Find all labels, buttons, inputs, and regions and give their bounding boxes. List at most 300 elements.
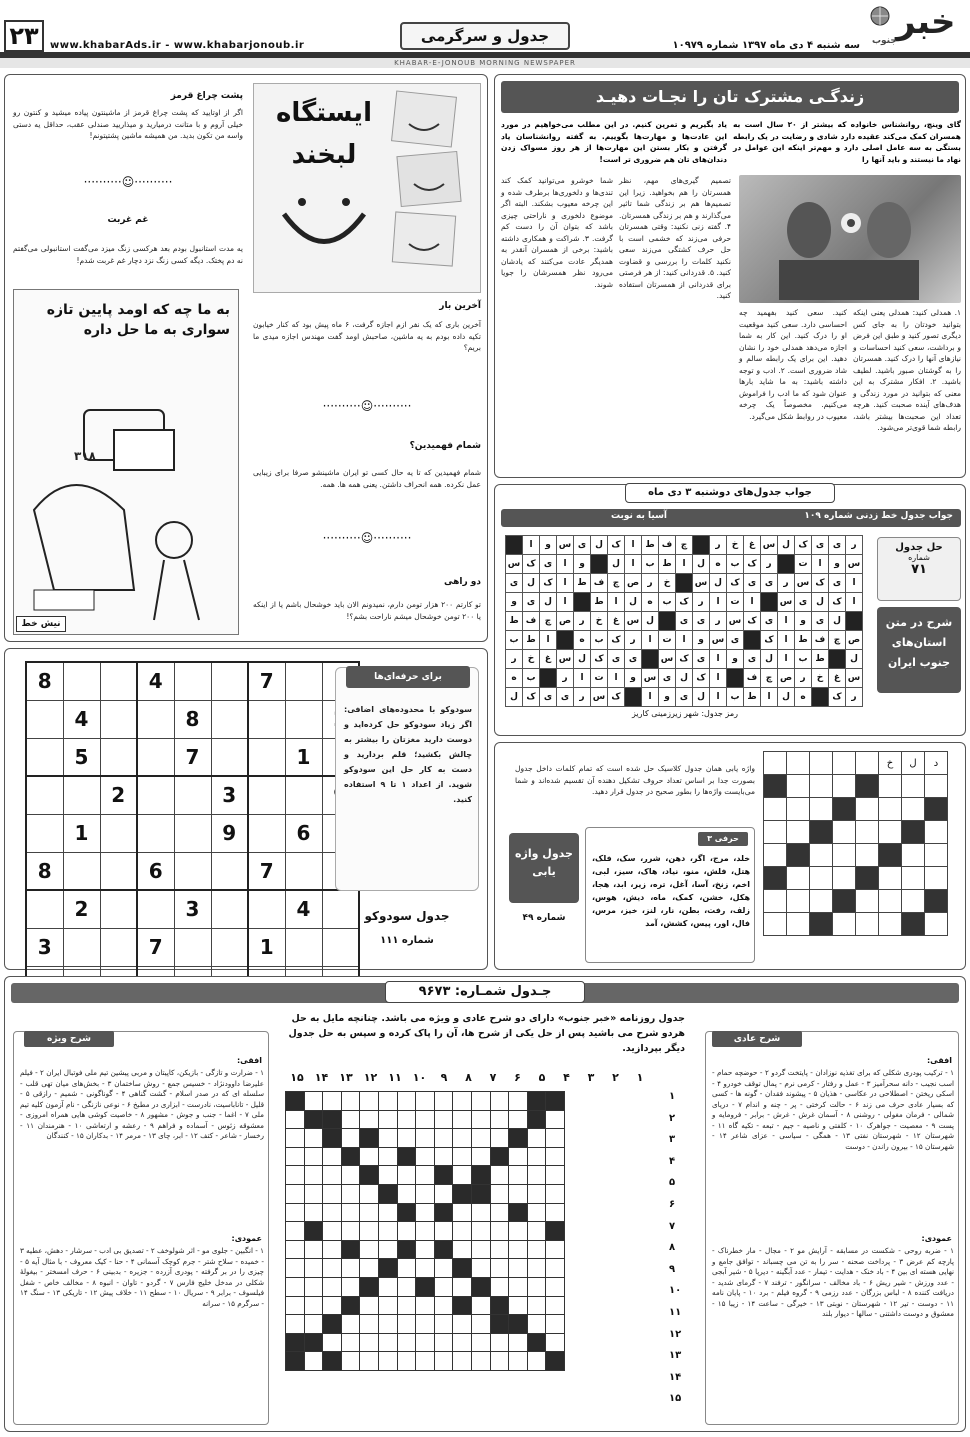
sudoku-cell[interactable] [137, 890, 174, 928]
crossword-cell[interactable] [434, 1110, 453, 1129]
crossword-cell[interactable] [546, 1240, 565, 1259]
sudoku-cell[interactable] [100, 852, 137, 890]
sudoku-cell[interactable] [26, 890, 63, 928]
sudoku-cell[interactable]: 7 [174, 738, 211, 776]
sudoku-cell[interactable] [26, 738, 63, 776]
crossword-cell[interactable] [397, 1092, 416, 1111]
crossword-cell[interactable] [286, 1315, 305, 1334]
wordgame-cell[interactable] [925, 798, 948, 821]
crossword-cell[interactable] [397, 1259, 416, 1278]
sudoku-cell[interactable]: 3 [211, 776, 248, 814]
wordgame-cell[interactable] [902, 798, 925, 821]
crossword-cell[interactable] [471, 1147, 490, 1166]
wordgame-cell[interactable] [787, 752, 810, 775]
wordgame-cell[interactable] [925, 890, 948, 913]
crossword-cell[interactable] [509, 1352, 528, 1371]
crossword-cell[interactable] [286, 1166, 305, 1185]
wordgame-cell[interactable] [856, 867, 879, 890]
crossword-cell[interactable] [323, 1296, 342, 1315]
crossword-cell[interactable] [397, 1129, 416, 1148]
wordgame-cell[interactable] [902, 913, 925, 936]
sudoku-cell[interactable] [211, 738, 248, 776]
crossword-cell[interactable] [490, 1166, 509, 1185]
wordgame-cell[interactable] [879, 913, 902, 936]
crossword-cell[interactable] [378, 1277, 397, 1296]
sudoku-cell[interactable] [26, 776, 63, 814]
crossword-cell[interactable] [509, 1277, 528, 1296]
crossword-cell[interactable] [360, 1184, 379, 1203]
wordgame-cell[interactable] [833, 798, 856, 821]
crossword-cell[interactable] [360, 1315, 379, 1334]
crossword-cell[interactable] [360, 1222, 379, 1241]
sudoku-cell[interactable] [211, 662, 248, 700]
crossword-cell[interactable] [509, 1147, 528, 1166]
sudoku-cell[interactable]: 8 [26, 852, 63, 890]
crossword-cell[interactable] [453, 1092, 472, 1111]
crossword-cell[interactable] [434, 1259, 453, 1278]
crossword-cell[interactable] [397, 1352, 416, 1371]
crossword-cell[interactable] [527, 1296, 546, 1315]
crossword-cell[interactable] [323, 1203, 342, 1222]
crossword-cell[interactable] [286, 1259, 305, 1278]
crossword-cell[interactable] [416, 1315, 435, 1334]
crossword-cell[interactable] [341, 1222, 360, 1241]
crossword-cell[interactable] [416, 1240, 435, 1259]
crossword-cell[interactable] [527, 1222, 546, 1241]
sudoku-cell[interactable] [211, 890, 248, 928]
wordgame-cell[interactable] [925, 821, 948, 844]
wordgame-cell[interactable] [856, 890, 879, 913]
wordgame-cell[interactable] [879, 890, 902, 913]
crossword-cell[interactable] [360, 1259, 379, 1278]
crossword-cell[interactable] [323, 1184, 342, 1203]
wordgame-cell[interactable] [925, 867, 948, 890]
wordgame-cell[interactable] [787, 913, 810, 936]
crossword-cell[interactable] [490, 1110, 509, 1129]
crossword-cell[interactable] [490, 1203, 509, 1222]
crossword-cell[interactable] [434, 1315, 453, 1334]
crossword-cell[interactable] [378, 1296, 397, 1315]
wordgame-cell[interactable] [787, 890, 810, 913]
crossword-cell[interactable] [546, 1259, 565, 1278]
crossword-cell[interactable] [509, 1259, 528, 1278]
crossword-cell[interactable] [397, 1333, 416, 1352]
crossword-cell[interactable] [490, 1222, 509, 1241]
wordgame-cell[interactable]: د [925, 752, 948, 775]
crossword-cell[interactable] [546, 1333, 565, 1352]
crossword-cell[interactable] [323, 1333, 342, 1352]
crossword-cell[interactable] [286, 1147, 305, 1166]
crossword-cell[interactable] [286, 1184, 305, 1203]
wordgame-cell[interactable] [764, 844, 787, 867]
crossword-cell[interactable] [323, 1147, 342, 1166]
crossword-cell[interactable] [416, 1203, 435, 1222]
sudoku-cell[interactable] [285, 776, 322, 814]
wordgame-cell[interactable] [787, 821, 810, 844]
wordgame-cell[interactable] [856, 844, 879, 867]
crossword-cell[interactable] [360, 1203, 379, 1222]
crossword-cell[interactable] [546, 1110, 565, 1129]
crossword-cell[interactable] [378, 1147, 397, 1166]
crossword-cell[interactable] [527, 1166, 546, 1185]
crossword-cell[interactable] [453, 1110, 472, 1129]
wordgame-cell[interactable] [787, 844, 810, 867]
crossword-cell[interactable] [286, 1222, 305, 1241]
wordgame-cell[interactable] [787, 798, 810, 821]
crossword-cell[interactable] [286, 1240, 305, 1259]
crossword-cell[interactable] [397, 1296, 416, 1315]
crossword-cell[interactable] [527, 1129, 546, 1148]
crossword-cell[interactable] [453, 1129, 472, 1148]
wordgame-cell[interactable] [764, 775, 787, 798]
crossword-cell[interactable] [323, 1166, 342, 1185]
crossword-cell[interactable] [490, 1352, 509, 1371]
crossword-cell[interactable] [378, 1240, 397, 1259]
sudoku-cell[interactable]: 4 [63, 700, 100, 738]
wordgame-cell[interactable] [925, 775, 948, 798]
wordgame-cell[interactable] [879, 867, 902, 890]
wordgame-cell[interactable] [856, 798, 879, 821]
crossword-cell[interactable] [416, 1147, 435, 1166]
crossword-cell[interactable] [434, 1277, 453, 1296]
sudoku-cell[interactable] [100, 814, 137, 852]
crossword-cell[interactable] [360, 1333, 379, 1352]
wordgame-cell[interactable] [833, 890, 856, 913]
sudoku-cell[interactable] [248, 890, 285, 928]
crossword-cell[interactable] [471, 1352, 490, 1371]
crossword-cell[interactable] [527, 1147, 546, 1166]
sudoku-cell[interactable] [248, 738, 285, 776]
sudoku-cell[interactable]: 4 [285, 890, 322, 928]
wordgame-cell[interactable] [810, 798, 833, 821]
sudoku-cell[interactable]: 7 [137, 928, 174, 966]
crossword-cell[interactable] [286, 1277, 305, 1296]
crossword-cell[interactable] [434, 1092, 453, 1111]
sudoku-cell[interactable] [211, 852, 248, 890]
sudoku-cell[interactable] [63, 928, 100, 966]
crossword-cell[interactable] [509, 1166, 528, 1185]
crossword-cell[interactable] [416, 1129, 435, 1148]
wordgame-cell[interactable] [856, 913, 879, 936]
crossword-cell[interactable] [546, 1296, 565, 1315]
crossword-cell[interactable] [397, 1166, 416, 1185]
crossword-cell[interactable] [323, 1092, 342, 1111]
crossword-cell[interactable] [341, 1315, 360, 1334]
sudoku-cell[interactable]: 3 [26, 928, 63, 966]
crossword-cell[interactable] [341, 1166, 360, 1185]
wordgame-cell[interactable] [787, 775, 810, 798]
crossword-cell[interactable] [434, 1147, 453, 1166]
crossword-cell[interactable] [341, 1333, 360, 1352]
crossword-cell[interactable] [509, 1184, 528, 1203]
crossword-cell[interactable] [341, 1352, 360, 1371]
crossword-cell[interactable] [416, 1352, 435, 1371]
sudoku-cell[interactable] [285, 662, 322, 700]
wordgame-cell[interactable] [833, 844, 856, 867]
crossword-cell[interactable] [546, 1203, 565, 1222]
crossword-cell[interactable] [490, 1129, 509, 1148]
sudoku-cell[interactable] [174, 776, 211, 814]
wordgame-cell[interactable] [833, 821, 856, 844]
sudoku-cell[interactable]: 8 [26, 662, 63, 700]
sudoku-cell[interactable] [63, 852, 100, 890]
crossword-cell[interactable] [323, 1259, 342, 1278]
site-urls[interactable]: www.khabarAds.ir - www.khabarjonoub.ir [50, 40, 305, 51]
crossword-cell[interactable] [471, 1203, 490, 1222]
wordgame-cell[interactable] [810, 775, 833, 798]
crossword-cell[interactable] [360, 1296, 379, 1315]
crossword-cell[interactable] [304, 1277, 323, 1296]
wordgame-cell[interactable] [902, 890, 925, 913]
sudoku-cell[interactable]: 9 [211, 814, 248, 852]
crossword-cell[interactable] [341, 1277, 360, 1296]
crossword-cell[interactable] [304, 1092, 323, 1111]
crossword-cell[interactable] [453, 1333, 472, 1352]
sudoku-cell[interactable]: 3 [174, 890, 211, 928]
crossword-cell[interactable] [527, 1277, 546, 1296]
sudoku-cell[interactable] [100, 662, 137, 700]
crossword-cell[interactable] [490, 1092, 509, 1111]
crossword-cell[interactable] [360, 1147, 379, 1166]
wordgame-cell[interactable] [902, 821, 925, 844]
wordgame-cell[interactable] [764, 752, 787, 775]
crossword-cell[interactable] [360, 1092, 379, 1111]
crossword-cell[interactable] [304, 1296, 323, 1315]
sudoku-cell[interactable] [100, 700, 137, 738]
sudoku-cell[interactable] [174, 662, 211, 700]
crossword-cell[interactable] [341, 1184, 360, 1203]
wordgame-cell[interactable] [856, 821, 879, 844]
sudoku-cell[interactable] [174, 852, 211, 890]
sudoku-cell[interactable]: 1 [285, 738, 322, 776]
sudoku-cell[interactable]: 5 [63, 738, 100, 776]
crossword-cell[interactable] [416, 1296, 435, 1315]
wordgame-cell[interactable] [833, 867, 856, 890]
wordgame-cell[interactable] [764, 890, 787, 913]
sudoku-cell[interactable] [100, 738, 137, 776]
crossword-cell[interactable] [471, 1240, 490, 1259]
crossword-cell[interactable] [434, 1184, 453, 1203]
sudoku-cell[interactable]: 8 [174, 700, 211, 738]
crossword-cell[interactable] [286, 1296, 305, 1315]
sudoku-cell[interactable] [63, 662, 100, 700]
sudoku-cell[interactable] [174, 928, 211, 966]
crossword-cell[interactable] [304, 1203, 323, 1222]
wordgame-cell[interactable] [764, 798, 787, 821]
crossword-cell[interactable] [304, 1259, 323, 1278]
sudoku-cell[interactable] [26, 700, 63, 738]
crossword-cell[interactable] [434, 1296, 453, 1315]
sudoku-cell[interactable] [63, 776, 100, 814]
crossword-cell[interactable] [416, 1333, 435, 1352]
wordgame-cell[interactable] [764, 821, 787, 844]
crossword-cell[interactable] [453, 1203, 472, 1222]
sudoku-cell[interactable] [285, 852, 322, 890]
sudoku-cell[interactable] [248, 700, 285, 738]
crossword-cell[interactable] [323, 1222, 342, 1241]
crossword-cell[interactable] [360, 1110, 379, 1129]
crossword-cell[interactable] [397, 1110, 416, 1129]
crossword-cell[interactable] [471, 1110, 490, 1129]
crossword-cell[interactable] [471, 1296, 490, 1315]
crossword-cell[interactable] [509, 1222, 528, 1241]
crossword-cell[interactable] [453, 1315, 472, 1334]
crossword-cell[interactable] [378, 1129, 397, 1148]
wordgame-cell[interactable] [764, 867, 787, 890]
crossword-cell[interactable] [434, 1222, 453, 1241]
sudoku-cell[interactable] [211, 700, 248, 738]
wordgame-cell[interactable] [787, 867, 810, 890]
crossword-cell[interactable] [471, 1333, 490, 1352]
crossword-cell[interactable] [546, 1147, 565, 1166]
wordgame-cell[interactable] [833, 775, 856, 798]
crossword-cell[interactable] [416, 1222, 435, 1241]
sudoku-cell[interactable] [137, 776, 174, 814]
crossword-cell[interactable] [527, 1203, 546, 1222]
sudoku-cell[interactable] [248, 776, 285, 814]
crossword-cell[interactable] [453, 1277, 472, 1296]
wordgame-cell[interactable]: خ [879, 752, 902, 775]
crossword-cell[interactable] [509, 1110, 528, 1129]
wordgame-cell[interactable] [879, 775, 902, 798]
crossword-cell[interactable] [546, 1166, 565, 1185]
crossword-cell[interactable] [378, 1092, 397, 1111]
crossword-cell[interactable] [471, 1259, 490, 1278]
crossword-cell[interactable] [341, 1129, 360, 1148]
crossword-cell[interactable] [304, 1184, 323, 1203]
crossword-cell[interactable] [434, 1333, 453, 1352]
crossword-cell[interactable] [509, 1333, 528, 1352]
wordgame-cell[interactable] [879, 821, 902, 844]
sudoku-cell[interactable] [211, 928, 248, 966]
crossword-cell[interactable] [323, 1240, 342, 1259]
crossword-cell[interactable] [416, 1166, 435, 1185]
crossword-cell[interactable] [304, 1166, 323, 1185]
wordgame-cell[interactable] [856, 752, 879, 775]
crossword-cell[interactable] [416, 1184, 435, 1203]
crossword-cell[interactable] [416, 1092, 435, 1111]
sudoku-cell[interactable] [100, 890, 137, 928]
crossword-cell[interactable] [509, 1296, 528, 1315]
crossword-cell[interactable] [471, 1129, 490, 1148]
crossword-cell[interactable] [286, 1203, 305, 1222]
crossword-cell[interactable] [490, 1184, 509, 1203]
crossword-cell[interactable] [471, 1092, 490, 1111]
crossword-cell[interactable] [378, 1352, 397, 1371]
sudoku-cell[interactable]: 2 [100, 776, 137, 814]
wordgame-cell[interactable] [902, 844, 925, 867]
crossword-cell[interactable] [416, 1110, 435, 1129]
crossword-cell[interactable] [527, 1315, 546, 1334]
crossword-cell[interactable] [453, 1147, 472, 1166]
crossword-cell[interactable] [453, 1240, 472, 1259]
wordgame-cell[interactable] [810, 752, 833, 775]
crossword-cell[interactable] [304, 1147, 323, 1166]
sudoku-cell[interactable] [285, 928, 322, 966]
crossword-cell[interactable] [416, 1259, 435, 1278]
crossword-cell[interactable] [397, 1184, 416, 1203]
sudoku-cell[interactable] [285, 700, 322, 738]
crossword-cell[interactable] [378, 1315, 397, 1334]
crossword-cell[interactable] [304, 1352, 323, 1371]
crossword-cell[interactable] [453, 1166, 472, 1185]
wordgame-cell[interactable] [833, 913, 856, 936]
wordgame-cell[interactable] [879, 798, 902, 821]
crossword-cell[interactable] [378, 1166, 397, 1185]
wordgame-cell[interactable]: ل [902, 752, 925, 775]
crossword-cell[interactable] [527, 1240, 546, 1259]
wordgame-cell[interactable] [764, 913, 787, 936]
crossword-cell[interactable] [490, 1333, 509, 1352]
crossword-cell[interactable] [453, 1222, 472, 1241]
sudoku-cell[interactable]: 6 [137, 852, 174, 890]
crossword-cell[interactable] [490, 1277, 509, 1296]
crossword-cell[interactable] [527, 1259, 546, 1278]
crossword-cell[interactable] [527, 1352, 546, 1371]
crossword-cell[interactable] [341, 1259, 360, 1278]
crossword-cell[interactable] [286, 1110, 305, 1129]
crossword-cell[interactable] [304, 1315, 323, 1334]
wordgame-cell[interactable] [925, 913, 948, 936]
sudoku-cell[interactable]: 7 [248, 852, 285, 890]
crossword-cell[interactable] [397, 1315, 416, 1334]
wordgame-cell[interactable] [902, 867, 925, 890]
wordgame-cell[interactable] [925, 844, 948, 867]
sudoku-cell[interactable]: 4 [137, 662, 174, 700]
crossword-cell[interactable] [397, 1277, 416, 1296]
crossword-cell[interactable] [509, 1240, 528, 1259]
crossword-cell[interactable] [360, 1240, 379, 1259]
crossword-cell[interactable] [304, 1240, 323, 1259]
crossword-cell[interactable] [546, 1129, 565, 1148]
crossword-cell[interactable] [434, 1352, 453, 1371]
crossword-cell[interactable] [546, 1184, 565, 1203]
sudoku-cell[interactable] [26, 814, 63, 852]
wordgame-cell[interactable] [810, 867, 833, 890]
wordgame-cell[interactable] [856, 775, 879, 798]
crossword-cell[interactable] [490, 1240, 509, 1259]
crossword-cell[interactable] [378, 1222, 397, 1241]
sudoku-cell[interactable]: 1 [248, 928, 285, 966]
crossword-cell[interactable] [378, 1333, 397, 1352]
crossword-cell[interactable] [341, 1110, 360, 1129]
sudoku-cell[interactable] [137, 738, 174, 776]
wordgame-cell[interactable] [810, 844, 833, 867]
sudoku-cell[interactable]: 1 [63, 814, 100, 852]
crossword-cell[interactable] [471, 1222, 490, 1241]
crossword-cell[interactable] [453, 1352, 472, 1371]
crossword-cell[interactable] [341, 1092, 360, 1111]
crossword-cell[interactable] [546, 1277, 565, 1296]
sudoku-cell[interactable] [248, 814, 285, 852]
crossword-cell[interactable] [341, 1203, 360, 1222]
wordgame-cell[interactable] [879, 844, 902, 867]
sudoku-cell[interactable] [100, 928, 137, 966]
crossword-cell[interactable] [527, 1184, 546, 1203]
sudoku-cell[interactable] [137, 700, 174, 738]
wordgame-cell[interactable] [902, 775, 925, 798]
crossword-cell[interactable] [378, 1203, 397, 1222]
sudoku-cell[interactable]: 7 [248, 662, 285, 700]
crossword-cell[interactable] [471, 1315, 490, 1334]
sudoku-cell[interactable] [137, 814, 174, 852]
wordgame-cell[interactable] [810, 821, 833, 844]
sudoku-cell[interactable]: 6 [285, 814, 322, 852]
sudoku-cell[interactable] [174, 814, 211, 852]
wordgame-cell[interactable] [810, 890, 833, 913]
crossword-cell[interactable] [304, 1129, 323, 1148]
sudoku-cell[interactable]: 2 [63, 890, 100, 928]
